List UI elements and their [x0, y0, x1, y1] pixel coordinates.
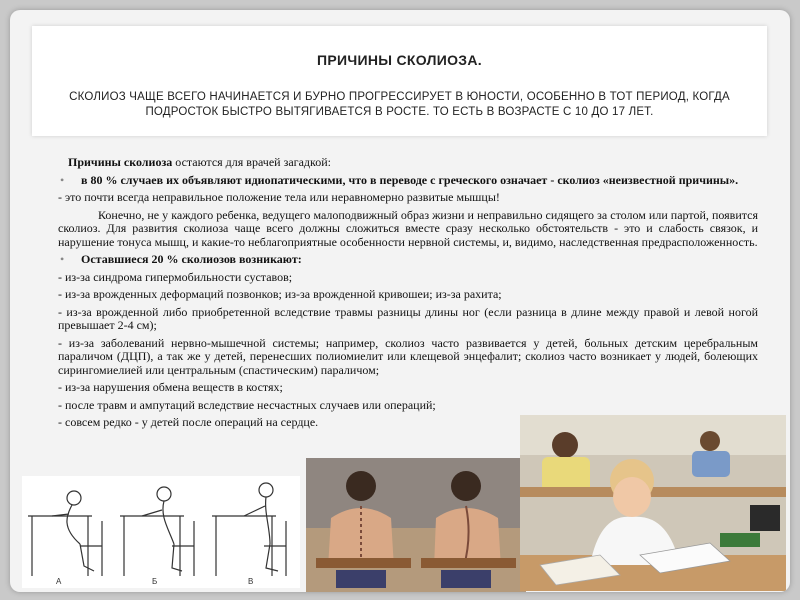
cause-item: - совсем редко - у детей после операций на сердце.	[58, 415, 319, 429]
cause-item: - из-за врожденной либо приобретенной вследствие травмы разницы длины ног (если разница в длине между правой и левой ногой превышает 2-4 см);	[58, 304, 758, 332]
figure-label-b: Б	[152, 577, 158, 586]
children-back-icon	[306, 458, 526, 592]
bullet-icon: •	[60, 252, 65, 266]
cause-item: - из-за синдрома гипермобильности суставов;	[58, 269, 293, 284]
slide-subtitle: СКОЛИОЗ ЧАЩЕ ВСЕГО НАЧИНАЕТСЯ И БУРНО ПРОГРЕССИРУЕТ В ЮНОСТИ, ОСОБЕННО В ТОТ ПЕРИОД, КОГДА ПОДРОСТОК БЫСТРО ВЫТЯГИВАЕТСЯ В РОСТЕ. ТО ЕСТЬ В ВОЗРАСТЕ С 10 ДО 17 ЛЕТ.	[69, 91, 730, 118]
lead-bold: Причины сколиоза	[68, 155, 173, 169]
bullet-remaining	[58, 253, 758, 267]
classroom-icon	[520, 415, 786, 591]
posture-drawings-icon	[22, 476, 300, 588]
explanation-paragraph: Конечно, не у каждого ребенка, ведущего малоподвижный образ жизни и неправильно сидящего за столом или партой, появится сколиоз. Для развития сколиоза чаще всего должны сложиться вместе сразу несколько обстоятельств - это и слабость связок, и нарушение тонуса мышц, и какие-то неблагоприятные особенности нервной системы, и, видимо, наследственная предрасположенность.	[58, 207, 758, 249]
figure-label-v: В	[248, 577, 254, 586]
classroom-photo	[520, 415, 786, 591]
body-text	[58, 156, 758, 434]
cause-item: - из-за врожденных деформаций позвонков; из-за врожденной кривошеи; из-за рахита;	[58, 287, 502, 301]
figure-label-a: А	[56, 577, 62, 586]
posture-drawings-figure	[22, 476, 300, 588]
cause-item: - из-за нарушения обмена веществ в костях;	[58, 380, 283, 394]
slide-title: ПРИЧИНЫ СКОЛИОЗА.	[317, 52, 482, 68]
posture-line: - это почти всегда неправильное положение тела или неравномерно развитые мышцы!	[58, 190, 500, 204]
slide	[10, 10, 790, 592]
lead-line	[58, 156, 758, 170]
cause-item: - после травм и ампутаций вследствие несчастных случаев или операций;	[58, 397, 436, 412]
bullet-idiopathic	[58, 174, 758, 188]
cause-item: - из-за заболеваний нервно-мышечной системы; например, сколиоз часто развивается у детей, больных детским церебральным параличом (ДЦП), а так же у детей, перенесших полиомиелит или клещевой энцефалит; сколиоз часто возникает у людей, болеющих сирингомиелией или центральным (спастическим) параличом;	[58, 335, 758, 377]
lead-rest: остаются для врачей загадкой:	[172, 155, 331, 169]
children-back-photo	[306, 458, 526, 592]
bullet-icon: •	[60, 172, 65, 187]
title-box	[32, 26, 767, 136]
bullet-remaining-text: Оставшиеся 20 % сколиозов возникают:	[81, 252, 302, 266]
bullet-idiopathic-text: в 80 % случаев их объявляют идиопатическими, что в переводе с греческого означает - сколиоз «неизвестной причины».	[81, 172, 739, 187]
